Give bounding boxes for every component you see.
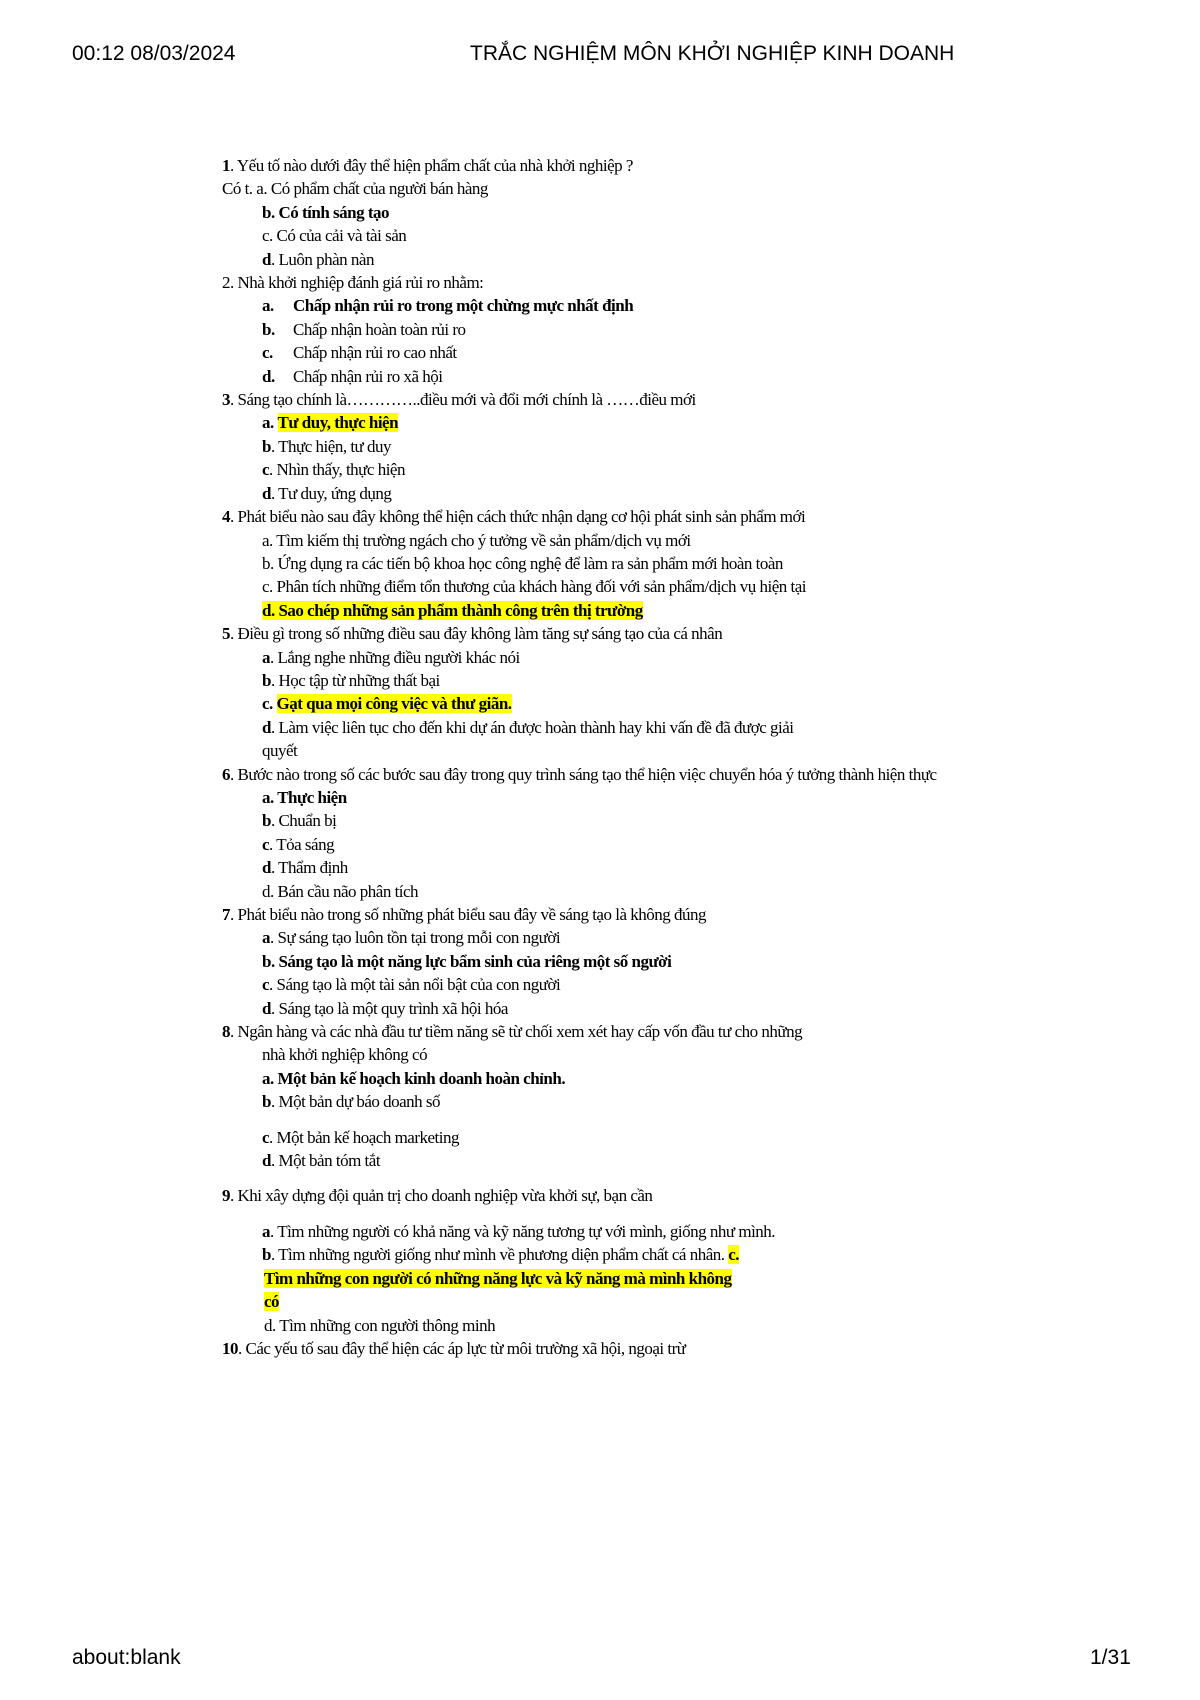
page-url: about:blank <box>72 1646 181 1669</box>
answer-label: b. <box>262 319 275 339</box>
question-number: 3 <box>222 390 230 410</box>
question-text: . Sáng tạo chính là…………..điều mới và đổi mới chính là ……điều mới <box>230 390 696 410</box>
answer-text: Tư duy, thực hiện <box>277 413 399 433</box>
answer-c <box>222 833 1022 856</box>
question-number: 5 <box>222 624 230 644</box>
answer-label: c <box>262 460 270 480</box>
question-text: . Ngân hàng và các nhà đầu tư tiềm năng sẽ từ chối xem xét hay cấp vốn đầu tư cho những <box>230 1022 803 1042</box>
answer-text: . Chuẩn bị <box>270 811 337 831</box>
answer-label: d <box>262 249 271 269</box>
question-number: 6 <box>222 764 230 784</box>
answer-e: d. Bán cầu não phân tích <box>262 881 419 901</box>
quiz-content <box>222 154 1022 1360</box>
document-title: TRẮC NGHIỆM MÔN KHỞI NGHIỆP KINH DOANH <box>470 42 955 65</box>
answer-d <box>222 482 1022 505</box>
question-6 <box>222 763 1002 786</box>
answer-text: . Một bản tóm tắt <box>270 1151 381 1171</box>
answer-label: d <box>262 1151 271 1171</box>
answer-a: Có t. a. Có phẩm chất của người bán hàng <box>222 179 488 199</box>
answer-label: a. <box>262 296 274 316</box>
answer-label: d <box>262 483 271 503</box>
answer-label: b <box>262 1092 271 1112</box>
question-text: . Yếu tố nào dưới đây thể hiện phẩm chất của nhà khởi nghiệp ? <box>230 156 633 175</box>
question-2: 2. Nhà khởi nghiệp đánh giá rủi ro nhằm: <box>222 273 484 293</box>
answer-text: . Sáng tạo là một quy trình xã hội hóa <box>270 998 508 1018</box>
question-8-continued: nhà khởi nghiệp không có <box>262 1045 428 1065</box>
answer-c <box>222 341 1022 364</box>
answer-text: Chấp nhận rủi ro cao nhất <box>293 343 457 363</box>
answer-d <box>222 716 1022 739</box>
spacer <box>222 1208 1022 1220</box>
answer-label: b <box>262 1245 271 1265</box>
answer-text: . Sự sáng tạo luôn tồn tại trong mỗi con người <box>270 928 561 948</box>
question-1 <box>222 154 1022 177</box>
answer-a-correct: a. Thực hiện <box>262 787 347 807</box>
question-number: 7 <box>222 905 230 924</box>
question-text: . Khi xây dựng đội quản trị cho doanh nghiệp vừa khởi sự, bạn cần <box>230 1186 653 1206</box>
answer-b <box>222 1243 1022 1266</box>
answer-c-continued <box>222 1290 1022 1313</box>
answer-label: c. <box>262 343 273 363</box>
answer-a-correct <box>222 294 1022 317</box>
answer-label: d <box>262 998 271 1018</box>
answer-text: . Thẩm định <box>270 858 348 878</box>
answer-c: c. Phân tích những điểm tổn thương của khách hàng đối với sản phẩm/dịch vụ hiện tại <box>262 577 806 597</box>
answer-a: a. Tìm kiếm thị trường ngách cho ý tưởng về sản phẩm/dịch vụ mới <box>262 530 691 550</box>
answer-text: . Sáng tạo là một tài sản nổi bật của con người <box>269 975 561 995</box>
answer-text: . Thực hiện, tư duy <box>270 436 392 456</box>
print-datetime: 00:12 08/03/2024 <box>72 42 236 65</box>
answer-c-correct <box>222 692 1022 715</box>
question-text: . Điều gì trong số những điều sau đây không làm tăng sự sáng tạo của cá nhân <box>230 624 723 644</box>
answer-text: . Học tập từ những thất bại <box>270 670 440 690</box>
answer-text: Chấp nhận rủi ro xã hội <box>293 366 443 386</box>
answer-label: a <box>262 1221 270 1241</box>
answer-label: d <box>262 717 271 737</box>
answer-text: . Luôn phàn nàn <box>270 249 374 269</box>
answer-d-continued: quyết <box>262 741 298 761</box>
spacer <box>222 1114 1022 1126</box>
answer-a <box>222 646 1022 669</box>
answer-d <box>222 1149 1022 1172</box>
answer-d <box>222 856 1022 879</box>
answer-text: Gạt qua mọi công việc và thư giãn. <box>276 694 512 714</box>
answer-label: c <box>262 834 270 854</box>
answer-label: c. <box>262 694 273 714</box>
answer-label: b <box>262 436 271 456</box>
answer-a-correct <box>222 411 1022 434</box>
answer-b <box>222 1090 1022 1113</box>
answer-b <box>222 435 1022 458</box>
answer-c <box>222 458 1022 481</box>
question-number: 9 <box>222 1186 230 1206</box>
answer-label: a. <box>262 413 274 433</box>
answer-d <box>222 365 1022 388</box>
answer-b <box>222 318 1022 341</box>
answer-text: . Một bản kế hoạch marketing <box>269 1127 459 1147</box>
question-3 <box>222 388 1022 411</box>
answer-label: d. <box>262 366 275 386</box>
answer-b-correct: b. Có tính sáng tạo <box>262 202 390 222</box>
question-number: 10 <box>222 1338 238 1358</box>
answer-label: c <box>262 975 270 995</box>
question-5 <box>222 622 1022 645</box>
question-text: . Bước nào trong số các bước sau đây trong quy trình sáng tạo thể hiện việc chuyển hóa ý tưởng thành hiện thực <box>230 764 937 784</box>
page-number: 1/31 <box>1090 1646 1131 1669</box>
answer-a <box>222 1220 1022 1243</box>
question-10 <box>222 1337 1022 1360</box>
answer-b <box>222 669 1022 692</box>
answer-label: c. <box>728 1245 740 1265</box>
question-9 <box>222 1184 1022 1207</box>
answer-d: d. Tìm những con người thông minh <box>264 1315 496 1335</box>
answer-b <box>222 809 1022 832</box>
question-number: 8 <box>222 1022 230 1042</box>
question-text: . Các yếu tố sau đây thể hiện các áp lực từ môi trường xã hội, ngoại trừ <box>238 1338 686 1358</box>
answer-label: b <box>262 811 271 831</box>
answer-text: . Một bản dự báo doanh số <box>270 1092 441 1112</box>
answer-text: d. Sao chép những sản phẩm thành công trên thị trường <box>262 600 643 620</box>
answer-c: c. Có của cải và tài sản <box>262 226 407 246</box>
answer-a <box>222 926 1022 949</box>
answer-label: a <box>262 647 270 667</box>
answer-text: . Tìm những người giống như mình về phương diện phẩm chất cá nhân. <box>270 1245 725 1265</box>
answer-d-correct <box>222 599 1022 622</box>
answer-text: Chấp nhận hoàn toàn rủi ro <box>293 319 466 339</box>
question-text: . Phát biểu nào sau đây không thể hiện cách thức nhận dạng cơ hội phát sinh sản phẩm mới <box>230 507 806 527</box>
answer-text: có <box>264 1292 280 1312</box>
spacer <box>222 1172 1022 1184</box>
answer-b-correct: b. Sáng tạo là một năng lực bẩm sinh của riêng một số người <box>262 951 672 971</box>
answer-label: b <box>262 670 271 690</box>
question-8 <box>222 1020 1022 1043</box>
answer-text: . Lắng nghe những điều người khác nói <box>270 647 520 667</box>
answer-text: . Nhìn thấy, thực hiện <box>269 460 405 480</box>
answer-c-correct <box>222 1267 1022 1290</box>
answer-text: Chấp nhận rủi ro trong một chừng mực nhất định <box>293 296 634 316</box>
answer-b: b. Ứng dụng ra các tiến bộ khoa học công nghệ để làm ra sản phẩm mới hoàn toàn <box>262 553 783 573</box>
question-number: 1 <box>222 156 230 175</box>
answer-text: . Làm việc liên tục cho đến khi dự án được hoàn thành hay khi vấn đề đã được giải <box>270 717 794 737</box>
answer-label: a <box>262 928 270 948</box>
question-7 <box>222 903 1022 926</box>
answer-text: . Tỏa sáng <box>269 834 335 854</box>
question-text: . Phát biểu nào trong số những phát biểu sau đây về sáng tạo là không đúng <box>230 905 706 924</box>
answer-text: . Tìm những người có khả năng và kỹ năng tương tự với mình, giống như mình. <box>270 1221 776 1241</box>
question-4 <box>222 505 1022 528</box>
answer-c <box>222 973 1022 996</box>
answer-text: . Tư duy, ứng dụng <box>270 483 392 503</box>
answer-a-correct: a. Một bản kế hoạch kinh doanh hoàn chỉnh. <box>262 1068 566 1088</box>
question-number: 4 <box>222 507 230 527</box>
answer-text: Tìm những con người có những năng lực và kỹ năng mà mình không <box>264 1268 732 1288</box>
answer-label: d <box>262 858 271 878</box>
answer-label: c <box>262 1127 270 1147</box>
answer-c <box>222 1126 1022 1149</box>
answer-d <box>222 997 1022 1020</box>
answer-d <box>222 248 1022 271</box>
